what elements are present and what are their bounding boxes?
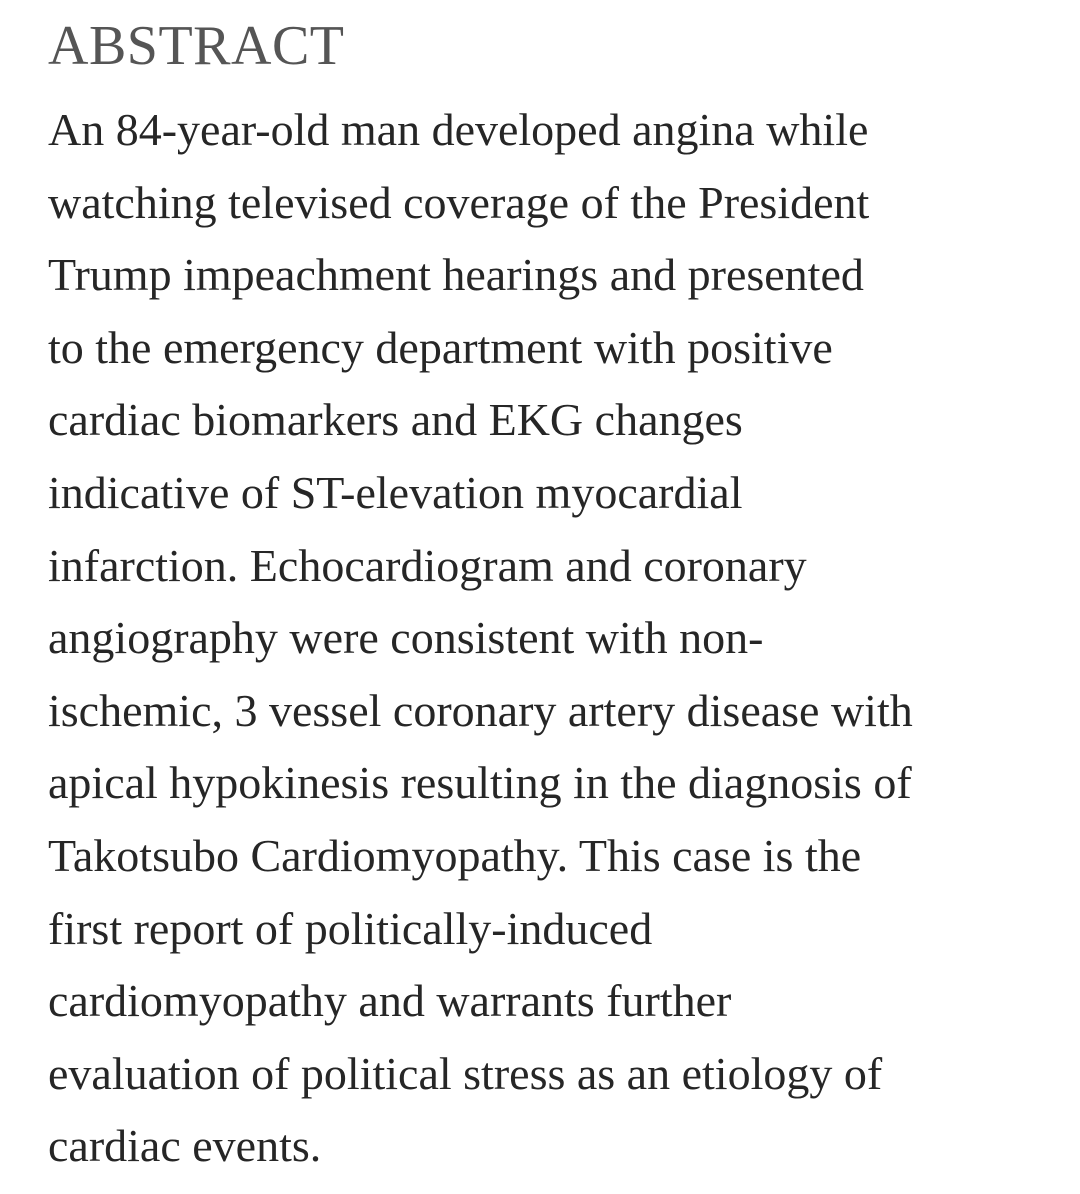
abstract-line: angiography were consistent with non-: [48, 612, 764, 664]
abstract-section: [48, 12, 1058, 1183]
abstract-line: cardiac biomarkers and EKG changes: [48, 394, 743, 446]
abstract-line: evaluation of political stress as an etiology of: [48, 1047, 883, 1099]
abstract-paragraph: [48, 94, 1058, 1183]
abstract-line: indicative of ST-elevation myocardial: [48, 466, 743, 518]
abstract-line: cardiomyopathy and warrants further: [48, 975, 732, 1027]
abstract-line: cardiac events.: [48, 1120, 322, 1172]
abstract-line: Takotsubo Cardiomyopathy. This case is the: [48, 829, 862, 881]
abstract-line: first report of politically-induced: [48, 902, 653, 954]
abstract-line: apical hypokinesis resulting in the diagnosis of: [48, 757, 912, 809]
abstract-heading: ABSTRACT: [48, 15, 345, 77]
abstract-line: infarction. Echocardiogram and coronary: [48, 539, 807, 591]
abstract-line: to the emergency department with positive: [48, 321, 833, 373]
abstract-line: Trump impeachment hearings and presented: [48, 249, 864, 301]
abstract-line: An 84-year-old man developed angina while: [48, 104, 869, 155]
abstract-line: watching televised coverage of the President: [48, 176, 870, 228]
abstract-line: ischemic, 3 vessel coronary artery disease with: [48, 684, 913, 736]
